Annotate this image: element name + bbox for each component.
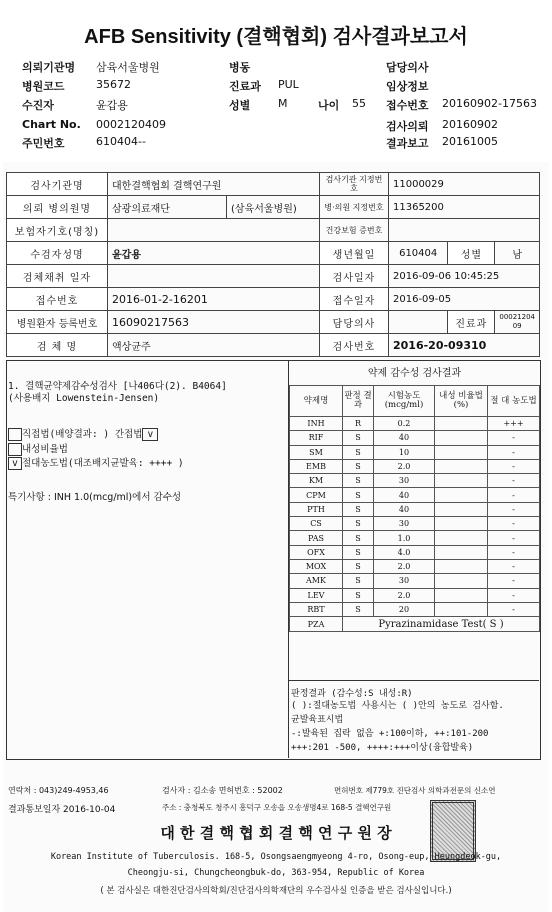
sens-ratio: [435, 459, 488, 473]
cell-name-label: 수검자성명: [7, 242, 108, 265]
judge-divider: [288, 680, 539, 681]
label-patient: 수진자: [22, 99, 54, 112]
sens-row-rif: [290, 431, 540, 445]
cell-doctor: [389, 311, 448, 334]
cell-hospital-label: 의뢰 병의원명: [7, 196, 108, 219]
label-resident-no: 주민번호: [22, 137, 65, 150]
cell-hospital: 삼광의료재단: [108, 196, 227, 219]
sens-absolute: -: [488, 502, 540, 516]
value-request-date: 20160902: [442, 118, 498, 131]
cell-test-no: 2016-20-09310: [389, 334, 540, 357]
sens-ratio: [435, 517, 488, 531]
pza-label: PZA: [290, 617, 343, 632]
footer-date: 결과통보일자 2016-10-04: [8, 805, 116, 815]
sens-ratio: [435, 559, 488, 573]
label-report-date: 결과보고: [386, 137, 429, 150]
sens-absolute: -: [488, 517, 540, 531]
label-clinical-info: 임상정보: [386, 80, 429, 93]
direct-method-label: 직접법(배양결과: ) 간접법: [22, 429, 143, 440]
footer-license: 면허번호 제779호 진단검사 의학과전문의 신소연: [334, 786, 496, 795]
cell-insurer: [108, 219, 320, 242]
footer-org: 대 한 결 핵 협 회 결 핵 연 구 원 장: [160, 824, 392, 842]
info-grid: [6, 172, 540, 357]
sens-result: S: [343, 488, 374, 502]
col-conc: 시험농도 (mcg/ml): [374, 386, 435, 417]
label-hospital-code: 병원코드: [22, 80, 65, 93]
sens-ratio: [435, 502, 488, 516]
value-requesting-institution: 삼육서울병원: [96, 61, 160, 74]
report-title: AFB Sensitivity (결핵협회) 검사결과보고서: [84, 26, 468, 48]
sens-ratio: [435, 488, 488, 502]
cell-patient-reg: 16090217563: [108, 311, 320, 334]
cell-dept: 00021204 09: [495, 311, 540, 334]
sens-absolute: -: [488, 474, 540, 488]
judge-4: -:발육된 집락 없음 +:100이하, ++:101-200: [291, 729, 489, 739]
cell-collect-label: 검체채취 일자: [7, 265, 108, 288]
sens-absolute: -: [488, 431, 540, 445]
col-result: 판정 결과: [343, 386, 374, 417]
footer-cert: ( 본 검사실은 대한진단검사의학회/진단검사의학재단의 우수검사실 인증을 받은 검사실입니다.): [100, 886, 452, 896]
sens-drug: KM: [290, 474, 343, 488]
sens-result: S: [343, 545, 374, 559]
resistance-ratio: [8, 441, 68, 456]
sens-drug: RIF: [290, 431, 343, 445]
sens-drug: PTH: [290, 502, 343, 516]
sens-conc: 40: [374, 431, 435, 445]
judge-3: 균발육표시법: [291, 715, 344, 725]
value-receipt-no: 20160902-17563: [442, 97, 537, 110]
sens-absolute: -: [488, 531, 540, 545]
cell-receipt-label: 접수번호: [7, 288, 108, 311]
sens-conc: 30: [374, 474, 435, 488]
sens-drug: CS: [290, 517, 343, 531]
cell-specimen: 액상균주: [108, 334, 320, 357]
cell-receipt-date: 2016-09-05: [389, 288, 540, 311]
label-sex: 성별: [229, 99, 251, 112]
sens-drug: SM: [290, 445, 343, 459]
sens-ratio: [435, 431, 488, 445]
label-chart-no: Chart No.: [22, 118, 81, 131]
absolute-checkbox: v: [8, 457, 22, 470]
value-resident-no: 610404--: [96, 135, 146, 148]
sens-result: S: [343, 531, 374, 545]
sens-drug: LEV: [290, 588, 343, 602]
sens-conc: 0.2: [374, 417, 435, 431]
footer-en-1: Korean Institute of Tuberculosis. 168-5, Osongsaengmyeong 4-ro, Osong-eup, Heungdeok-gu,: [50, 852, 502, 862]
cell-doctor-label: 담당의사: [320, 311, 389, 334]
cell-name: 윤갑용: [108, 242, 320, 265]
label-ward: 병동: [229, 61, 251, 74]
cell-receipt-date-label: 접수일자: [320, 288, 389, 311]
sens-result: S: [343, 502, 374, 516]
cell-sex: 남: [495, 242, 540, 265]
sens-result: S: [343, 517, 374, 531]
ratio-label: 내성비율법: [22, 444, 68, 455]
cell-inst-no-label: 검사기관 지정번호: [320, 173, 389, 196]
sens-row-lev: [290, 588, 540, 602]
cell-institution-label: 검사기관명: [7, 173, 108, 196]
sens-absolute: -: [488, 445, 540, 459]
sens-ratio: [435, 602, 488, 616]
label-doctor: 담당의사: [386, 61, 429, 74]
sens-ratio: [435, 545, 488, 559]
sens-conc: 2.0: [374, 459, 435, 473]
cell-hosp-no-label: 병·의원 지정번호: [320, 196, 389, 219]
indirect-checkbox: v: [142, 428, 158, 441]
sens-drug: PAS: [290, 531, 343, 545]
sens-ratio: [435, 474, 488, 488]
judge-2: ( ):절대농도법 사용시는 ( )안의 농도로 검사함.: [291, 701, 504, 711]
medium-line: (사용배지 Lowenstein-Jensen): [8, 393, 160, 404]
sens-row-inh: [290, 417, 540, 431]
sens-ratio: [435, 531, 488, 545]
cell-insurance-label: 건강보험 증번호: [320, 219, 389, 242]
cell-institution: 대한결핵협회 결핵연구원: [108, 173, 320, 196]
sens-conc: 1.0: [374, 531, 435, 545]
absolute-label: 절대농도법(대조배지균발육: ++++ ): [22, 458, 184, 469]
sens-ratio: [435, 574, 488, 588]
label-request-date: 검사의뢰: [386, 120, 429, 133]
sens-result: S: [343, 574, 374, 588]
judge-1: 판정결과 (감수성:S 내성:R): [291, 689, 413, 699]
sens-row-mox: [290, 559, 540, 573]
sens-absolute: +++: [488, 417, 540, 431]
value-sex: M: [278, 97, 288, 110]
sens-drug: EMB: [290, 459, 343, 473]
cell-dob: 610404: [389, 242, 448, 265]
sens-conc: 2.0: [374, 559, 435, 573]
sens-drug: MOX: [290, 559, 343, 573]
sens-absolute: -: [488, 559, 540, 573]
value-chart-no: 0002120409: [96, 118, 166, 131]
label-requesting-institution: 의뢰기관명: [22, 61, 76, 74]
sens-absolute: -: [488, 488, 540, 502]
col-ratio: 내성 비율법(%): [435, 386, 488, 417]
sens-conc: 10: [374, 445, 435, 459]
absolute-conc: [8, 455, 184, 470]
sens-conc: 20: [374, 602, 435, 616]
value-report-date: 20161005: [442, 135, 498, 148]
footer-phone: 연락처 : 043)249-4953,46: [8, 786, 109, 795]
cell-test-date-label: 검사일자: [320, 265, 389, 288]
cell-insurance: [389, 219, 540, 242]
sens-result: S: [343, 459, 374, 473]
cell-inst-no: 11000029: [389, 173, 540, 196]
sens-conc: 4.0: [374, 545, 435, 559]
value-department: PUL: [278, 78, 299, 91]
cell-collect: [108, 265, 320, 288]
sens-result: S: [343, 602, 374, 616]
sens-ratio: [435, 417, 488, 431]
sens-drug: INH: [290, 417, 343, 431]
sens-absolute: -: [488, 588, 540, 602]
sens-row-rbt: [290, 602, 540, 616]
sens-result: S: [343, 474, 374, 488]
sens-absolute: -: [488, 459, 540, 473]
pza-test: Pyrazinamidase Test( S ): [343, 617, 540, 632]
cell-test-date: 2016-09-06 10:45:25: [389, 265, 540, 288]
direct-method: [8, 426, 158, 441]
sens-result: S: [343, 445, 374, 459]
cell-hosp-no: 11365200: [389, 196, 540, 219]
cell-receipt: 2016-01-2-16201: [108, 288, 320, 311]
sens-conc: 2.0: [374, 588, 435, 602]
sens-result: R: [343, 417, 374, 431]
sens-row-cpm: [290, 488, 540, 502]
sens-row-pas: [290, 531, 540, 545]
sens-row-emb: [290, 459, 540, 473]
sens-result: S: [343, 431, 374, 445]
direct-checkbox: [8, 428, 22, 441]
footer-en-2: Cheongju-si, Chungcheongbuk-do, 363-954, Republic of Korea: [127, 868, 425, 878]
sens-drug: CPM: [290, 488, 343, 502]
sens-conc: 30: [374, 574, 435, 588]
sens-ratio: [435, 588, 488, 602]
value-hospital-code: 35672: [96, 78, 131, 91]
sens-drug: RBT: [290, 602, 343, 616]
sens-absolute: -: [488, 574, 540, 588]
cell-specimen-label: 검 체 명: [7, 334, 108, 357]
label-department: 진료과: [229, 80, 261, 93]
cell-hospital-sub: (삼육서울병원): [227, 196, 320, 219]
sens-row-amk: [290, 574, 540, 588]
sensitivity-table: [289, 385, 540, 632]
sens-conc: 30: [374, 517, 435, 531]
col-drug: 약제명: [290, 386, 343, 417]
label-receipt-no: 접수번호: [386, 99, 429, 112]
sens-row-sm: [290, 445, 540, 459]
sens-result: S: [343, 588, 374, 602]
sens-result: S: [343, 559, 374, 573]
value-patient: 윤갑용: [96, 99, 128, 112]
sens-absolute: -: [488, 602, 540, 616]
sens-ratio: [435, 445, 488, 459]
footer-address: 주소 : 충청북도 청주시 흥덕구 오송읍 오송생명4로 168-5 결핵연구원: [162, 803, 392, 812]
sens-row-pth: [290, 502, 540, 516]
sens-drug: AMK: [290, 574, 343, 588]
label-age: 나이: [318, 99, 340, 112]
sens-drug: OFX: [290, 545, 343, 559]
cell-dept-label: 진료과: [448, 311, 495, 334]
col-absolute: 절 대 농도법: [488, 386, 540, 417]
sens-row-km: [290, 474, 540, 488]
cell-sex-label: 성별: [448, 242, 495, 265]
sens-row-cs: [290, 517, 540, 531]
special-note: 특기사항 : INH 1.0(mcg/ml)에서 감수성: [8, 492, 182, 503]
cell-dob-label: 생년월일: [320, 242, 389, 265]
test-method-line: 1. 결핵균약제감수성검사 [나406다(2). B4064]: [8, 381, 227, 392]
sens-absolute: -: [488, 545, 540, 559]
sens-row-ofx: [290, 545, 540, 559]
sens-heading: 약제 감수성 검사결과: [367, 368, 462, 379]
cell-test-no-label: 검사번호: [320, 334, 389, 357]
value-age: 55: [352, 97, 366, 110]
sens-conc: 40: [374, 488, 435, 502]
cell-patient-reg-label: 병원환자 등록번호: [7, 311, 108, 334]
judge-5: +++:201 -500, ++++:+++이상(융합발육): [291, 743, 474, 753]
sens-conc: 40: [374, 502, 435, 516]
footer-tester: 검사자 : 김소송 면허번호 : 52002: [162, 786, 283, 795]
cell-insurer-label: 보험자기호(명칭): [7, 219, 108, 242]
